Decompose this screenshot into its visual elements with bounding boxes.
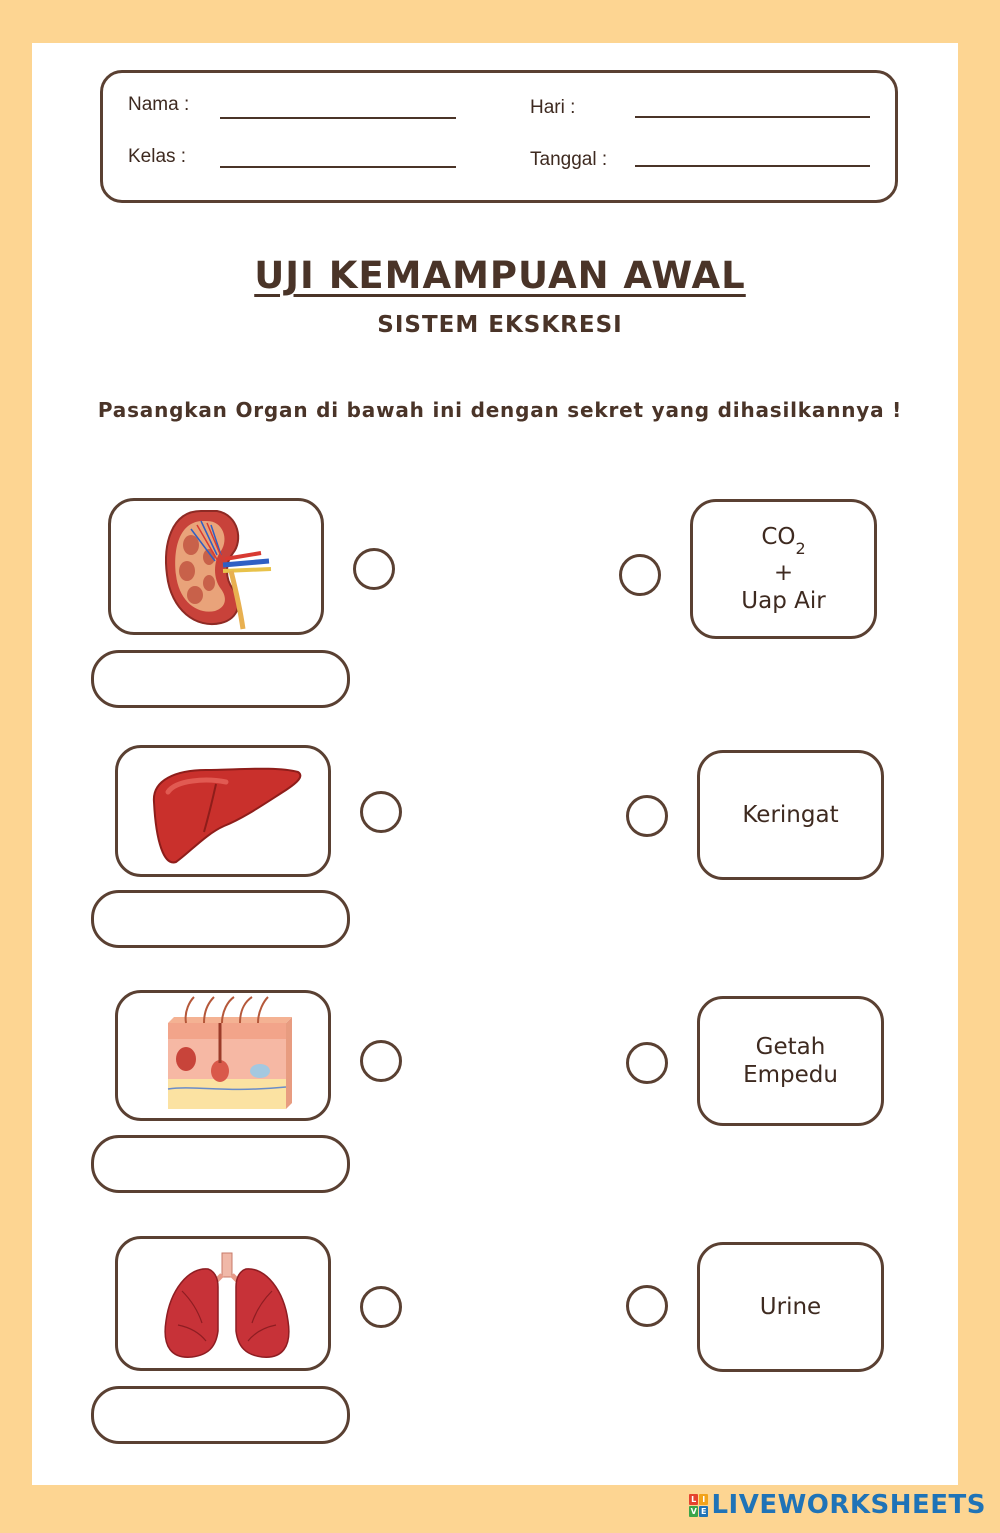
tanggal-label: Tanggal : bbox=[530, 149, 608, 170]
secret-connector-getah-empedu[interactable] bbox=[626, 1042, 668, 1084]
page-subtitle: SISTEM EKSKRESI bbox=[377, 312, 623, 338]
secret-connector-urine[interactable] bbox=[626, 1285, 668, 1327]
liver-icon bbox=[146, 762, 306, 867]
secret-label-getah-empedu: Getah Empedu bbox=[743, 1034, 838, 1088]
organ-connector-kidney[interactable] bbox=[353, 548, 395, 590]
answer-field-lungs[interactable] bbox=[91, 1386, 350, 1444]
page-title: UJI KEMAMPUAN AWAL bbox=[254, 254, 746, 297]
student-info-box bbox=[100, 70, 898, 203]
organ-card-liver bbox=[115, 745, 331, 877]
answer-field-liver[interactable] bbox=[91, 890, 350, 948]
nama-label: Nama : bbox=[128, 94, 190, 115]
secret-label-keringat: Keringat bbox=[742, 802, 839, 828]
organ-card-lungs bbox=[115, 1236, 331, 1371]
secret-card-urine bbox=[697, 1242, 884, 1372]
secret-card-keringat bbox=[697, 750, 884, 880]
hari-input[interactable] bbox=[635, 116, 870, 118]
liveworksheets-logo-icon: L I V E bbox=[690, 1494, 707, 1516]
tanggal-input[interactable] bbox=[635, 165, 870, 167]
liveworksheets-brand[interactable] bbox=[689, 1490, 986, 1520]
secret-card-getah-empedu bbox=[697, 996, 884, 1126]
nama-input[interactable] bbox=[220, 117, 456, 119]
organ-connector-liver[interactable] bbox=[360, 791, 402, 833]
secret-connector-keringat[interactable] bbox=[626, 795, 668, 837]
kelas-label: Kelas : bbox=[128, 146, 187, 167]
organ-connector-lungs[interactable] bbox=[360, 1286, 402, 1328]
organ-card-skin bbox=[115, 990, 331, 1121]
secret-card-co2-uap-air bbox=[690, 499, 877, 639]
brand-name: LIVEWORKSHEETS bbox=[711, 1490, 986, 1520]
organ-card-kidney bbox=[108, 498, 324, 635]
secret-label-co2: $CO_2$ + Uap Air bbox=[741, 524, 826, 614]
kidney-icon bbox=[161, 505, 276, 630]
answer-field-kidney[interactable] bbox=[91, 650, 350, 708]
instruction-text: Pasangkan Organ di bawah ini dengan sekret yang dihasilkannya ! bbox=[97, 398, 903, 422]
secret-label-urine: Urine bbox=[759, 1294, 822, 1320]
secret-connector-co2[interactable] bbox=[619, 554, 661, 596]
lungs-icon bbox=[162, 1251, 292, 1363]
organ-connector-skin[interactable] bbox=[360, 1040, 402, 1082]
hari-label: Hari : bbox=[530, 97, 576, 118]
kelas-input[interactable] bbox=[220, 166, 456, 168]
skin-cross-section-icon bbox=[164, 993, 294, 1119]
answer-field-skin[interactable] bbox=[91, 1135, 350, 1193]
